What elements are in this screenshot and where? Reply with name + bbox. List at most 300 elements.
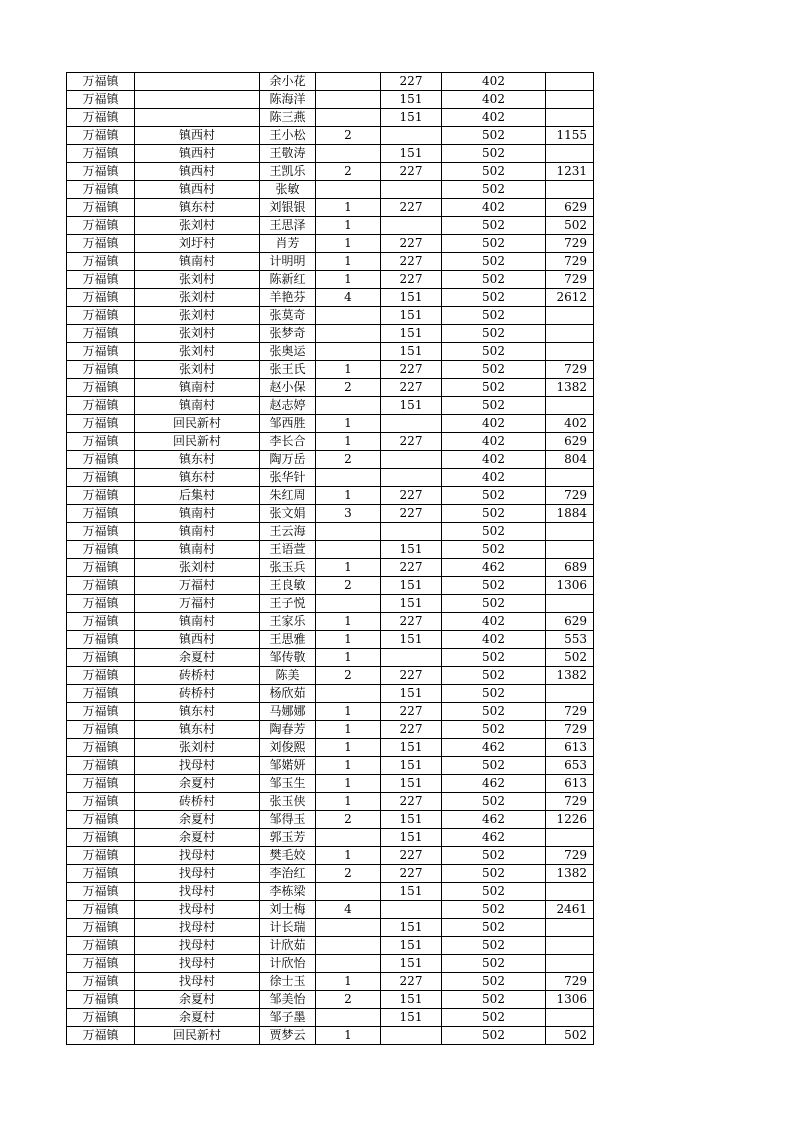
amount-a-cell: 227 <box>381 505 442 523</box>
village-cell: 张刘村 <box>135 361 260 379</box>
amount-a-cell: 151 <box>381 685 442 703</box>
total-cell: 553 <box>546 631 594 649</box>
amount-a-cell <box>381 127 442 145</box>
name-cell: 徐士玉 <box>260 973 316 991</box>
total-cell: 402 <box>546 415 594 433</box>
town-cell: 万福镇 <box>67 109 135 127</box>
amount-a-cell: 227 <box>381 253 442 271</box>
name-cell: 邹玉生 <box>260 775 316 793</box>
table-row <box>67 811 594 829</box>
count-cell <box>316 307 381 325</box>
data-table <box>66 72 594 1045</box>
name-cell: 陈新红 <box>260 271 316 289</box>
town-cell: 万福镇 <box>67 793 135 811</box>
village-cell: 镇西村 <box>135 145 260 163</box>
amount-a-cell: 151 <box>381 631 442 649</box>
count-cell: 1 <box>316 793 381 811</box>
count-cell: 1 <box>316 361 381 379</box>
name-cell: 张奥运 <box>260 343 316 361</box>
amount-b-cell: 502 <box>442 325 546 343</box>
village-cell: 镇东村 <box>135 469 260 487</box>
amount-b-cell: 502 <box>442 649 546 667</box>
total-cell: 689 <box>546 559 594 577</box>
total-cell: 502 <box>546 1027 594 1045</box>
amount-b-cell: 502 <box>442 505 546 523</box>
name-cell: 张敏 <box>260 181 316 199</box>
total-cell: 729 <box>546 487 594 505</box>
total-cell: 2612 <box>546 289 594 307</box>
total-cell: 1382 <box>546 865 594 883</box>
table-row <box>67 937 594 955</box>
name-cell: 王思泽 <box>260 217 316 235</box>
table-row <box>67 775 594 793</box>
name-cell: 张莫奇 <box>260 307 316 325</box>
table-row <box>67 379 594 397</box>
town-cell: 万福镇 <box>67 955 135 973</box>
name-cell: 张王氏 <box>260 361 316 379</box>
village-cell: 找母村 <box>135 883 260 901</box>
village-cell: 镇东村 <box>135 451 260 469</box>
town-cell: 万福镇 <box>67 379 135 397</box>
town-cell: 万福镇 <box>67 811 135 829</box>
amount-a-cell: 151 <box>381 1009 442 1027</box>
amount-a-cell: 227 <box>381 703 442 721</box>
town-cell: 万福镇 <box>67 595 135 613</box>
total-cell: 729 <box>546 253 594 271</box>
name-cell: 邹美怡 <box>260 991 316 1009</box>
total-cell: 1231 <box>546 163 594 181</box>
total-cell <box>546 685 594 703</box>
name-cell: 计欣茹 <box>260 937 316 955</box>
village-cell: 张刘村 <box>135 307 260 325</box>
village-cell: 找母村 <box>135 955 260 973</box>
table-row <box>67 433 594 451</box>
amount-a-cell: 151 <box>381 757 442 775</box>
town-cell: 万福镇 <box>67 559 135 577</box>
total-cell <box>546 919 594 937</box>
total-cell <box>546 1009 594 1027</box>
count-cell: 1 <box>316 775 381 793</box>
amount-b-cell: 502 <box>442 235 546 253</box>
village-cell: 刘圩村 <box>135 235 260 253</box>
town-cell: 万福镇 <box>67 127 135 145</box>
amount-b-cell: 502 <box>442 307 546 325</box>
table-row <box>67 721 594 739</box>
village-cell: 找母村 <box>135 973 260 991</box>
amount-a-cell: 227 <box>381 721 442 739</box>
name-cell: 邹婼妍 <box>260 757 316 775</box>
total-cell <box>546 523 594 541</box>
count-cell <box>316 541 381 559</box>
table-row <box>67 307 594 325</box>
amount-b-cell: 502 <box>442 163 546 181</box>
name-cell: 王语萱 <box>260 541 316 559</box>
total-cell: 613 <box>546 739 594 757</box>
total-cell: 729 <box>546 973 594 991</box>
table-row <box>67 91 594 109</box>
amount-b-cell: 462 <box>442 559 546 577</box>
village-cell: 张刘村 <box>135 343 260 361</box>
table-row <box>67 631 594 649</box>
village-cell: 镇南村 <box>135 523 260 541</box>
total-cell: 1306 <box>546 577 594 595</box>
table-row <box>67 559 594 577</box>
count-cell <box>316 919 381 937</box>
amount-a-cell <box>381 901 442 919</box>
count-cell: 2 <box>316 577 381 595</box>
village-cell: 找母村 <box>135 901 260 919</box>
count-cell: 4 <box>316 289 381 307</box>
village-cell: 余夏村 <box>135 991 260 1009</box>
count-cell: 2 <box>316 451 381 469</box>
table-row <box>67 271 594 289</box>
amount-b-cell: 502 <box>442 217 546 235</box>
total-cell <box>546 109 594 127</box>
total-cell <box>546 73 594 91</box>
total-cell <box>546 541 594 559</box>
village-cell: 张刘村 <box>135 289 260 307</box>
town-cell: 万福镇 <box>67 577 135 595</box>
village-cell: 镇南村 <box>135 379 260 397</box>
name-cell: 邹传敬 <box>260 649 316 667</box>
count-cell <box>316 73 381 91</box>
amount-b-cell: 502 <box>442 919 546 937</box>
village-cell: 张刘村 <box>135 217 260 235</box>
town-cell: 万福镇 <box>67 1027 135 1045</box>
amount-b-cell: 502 <box>442 793 546 811</box>
town-cell: 万福镇 <box>67 775 135 793</box>
total-cell: 613 <box>546 775 594 793</box>
count-cell: 1 <box>316 487 381 505</box>
count-cell: 1 <box>316 613 381 631</box>
name-cell: 王家乐 <box>260 613 316 631</box>
village-cell: 张刘村 <box>135 559 260 577</box>
name-cell: 计欣怡 <box>260 955 316 973</box>
village-cell: 张刘村 <box>135 271 260 289</box>
town-cell: 万福镇 <box>67 865 135 883</box>
town-cell: 万福镇 <box>67 937 135 955</box>
total-cell: 729 <box>546 721 594 739</box>
total-cell: 653 <box>546 757 594 775</box>
count-cell: 1 <box>316 253 381 271</box>
town-cell: 万福镇 <box>67 73 135 91</box>
count-cell: 1 <box>316 559 381 577</box>
count-cell: 1 <box>316 199 381 217</box>
amount-a-cell: 151 <box>381 811 442 829</box>
amount-a-cell <box>381 415 442 433</box>
name-cell: 马娜娜 <box>260 703 316 721</box>
amount-a-cell: 151 <box>381 109 442 127</box>
amount-b-cell: 502 <box>442 379 546 397</box>
table-body <box>67 73 594 1045</box>
amount-a-cell: 151 <box>381 397 442 415</box>
amount-a-cell: 227 <box>381 487 442 505</box>
village-cell: 找母村 <box>135 937 260 955</box>
total-cell: 629 <box>546 613 594 631</box>
amount-a-cell: 151 <box>381 325 442 343</box>
amount-b-cell: 502 <box>442 883 546 901</box>
town-cell: 万福镇 <box>67 325 135 343</box>
town-cell: 万福镇 <box>67 451 135 469</box>
table-row <box>67 127 594 145</box>
total-cell: 502 <box>546 649 594 667</box>
town-cell: 万福镇 <box>67 847 135 865</box>
amount-b-cell: 502 <box>442 127 546 145</box>
name-cell: 李栋梁 <box>260 883 316 901</box>
count-cell: 3 <box>316 505 381 523</box>
total-cell <box>546 307 594 325</box>
name-cell: 樊毛姣 <box>260 847 316 865</box>
table-row <box>67 991 594 1009</box>
name-cell: 王良敏 <box>260 577 316 595</box>
town-cell: 万福镇 <box>67 145 135 163</box>
count-cell: 2 <box>316 667 381 685</box>
amount-a-cell: 227 <box>381 199 442 217</box>
village-cell: 张刘村 <box>135 739 260 757</box>
count-cell <box>316 685 381 703</box>
amount-b-cell: 502 <box>442 595 546 613</box>
total-cell: 1382 <box>546 667 594 685</box>
total-cell <box>546 145 594 163</box>
count-cell <box>316 469 381 487</box>
town-cell: 万福镇 <box>67 613 135 631</box>
total-cell: 729 <box>546 703 594 721</box>
town-cell: 万福镇 <box>67 883 135 901</box>
count-cell: 1 <box>316 235 381 253</box>
amount-a-cell: 151 <box>381 577 442 595</box>
total-cell: 1226 <box>546 811 594 829</box>
amount-a-cell: 151 <box>381 955 442 973</box>
name-cell: 陶春芳 <box>260 721 316 739</box>
total-cell: 629 <box>546 433 594 451</box>
amount-a-cell: 151 <box>381 937 442 955</box>
total-cell <box>546 343 594 361</box>
name-cell: 王思雅 <box>260 631 316 649</box>
table-row <box>67 541 594 559</box>
town-cell: 万福镇 <box>67 199 135 217</box>
amount-a-cell: 151 <box>381 829 442 847</box>
count-cell <box>316 955 381 973</box>
table-row <box>67 361 594 379</box>
town-cell: 万福镇 <box>67 703 135 721</box>
amount-a-cell: 227 <box>381 271 442 289</box>
village-cell: 万福村 <box>135 577 260 595</box>
amount-b-cell: 502 <box>442 361 546 379</box>
name-cell: 刘俊熙 <box>260 739 316 757</box>
town-cell: 万福镇 <box>67 685 135 703</box>
amount-b-cell: 502 <box>442 955 546 973</box>
name-cell: 王凯乐 <box>260 163 316 181</box>
village-cell: 找母村 <box>135 919 260 937</box>
table-row <box>67 343 594 361</box>
town-cell: 万福镇 <box>67 235 135 253</box>
table-row <box>67 199 594 217</box>
town-cell: 万福镇 <box>67 91 135 109</box>
village-cell: 万福村 <box>135 595 260 613</box>
table-row <box>67 667 594 685</box>
amount-a-cell: 227 <box>381 847 442 865</box>
table-row <box>67 415 594 433</box>
amount-b-cell: 502 <box>442 865 546 883</box>
town-cell: 万福镇 <box>67 253 135 271</box>
town-cell: 万福镇 <box>67 721 135 739</box>
count-cell: 2 <box>316 127 381 145</box>
village-cell: 镇西村 <box>135 631 260 649</box>
total-cell: 729 <box>546 271 594 289</box>
amount-a-cell: 151 <box>381 541 442 559</box>
town-cell: 万福镇 <box>67 433 135 451</box>
town-cell: 万福镇 <box>67 469 135 487</box>
amount-b-cell: 502 <box>442 253 546 271</box>
amount-b-cell: 402 <box>442 433 546 451</box>
total-cell: 629 <box>546 199 594 217</box>
village-cell: 余夏村 <box>135 829 260 847</box>
total-cell <box>546 937 594 955</box>
amount-b-cell: 402 <box>442 613 546 631</box>
town-cell: 万福镇 <box>67 901 135 919</box>
count-cell: 1 <box>316 1027 381 1045</box>
village-cell: 后集村 <box>135 487 260 505</box>
table-row <box>67 235 594 253</box>
table-row <box>67 73 594 91</box>
table-row <box>67 109 594 127</box>
count-cell: 1 <box>316 649 381 667</box>
total-cell <box>546 955 594 973</box>
amount-b-cell: 502 <box>442 901 546 919</box>
amount-a-cell: 151 <box>381 991 442 1009</box>
amount-b-cell: 502 <box>442 667 546 685</box>
town-cell: 万福镇 <box>67 739 135 757</box>
count-cell: 1 <box>316 271 381 289</box>
table-row <box>67 487 594 505</box>
town-cell: 万福镇 <box>67 217 135 235</box>
name-cell: 计长瑞 <box>260 919 316 937</box>
name-cell: 王小松 <box>260 127 316 145</box>
count-cell <box>316 523 381 541</box>
total-cell: 729 <box>546 235 594 253</box>
amount-b-cell: 502 <box>442 703 546 721</box>
table-row <box>67 217 594 235</box>
amount-a-cell: 151 <box>381 883 442 901</box>
count-cell: 2 <box>316 379 381 397</box>
amount-b-cell: 402 <box>442 91 546 109</box>
name-cell: 李治红 <box>260 865 316 883</box>
table-row <box>67 955 594 973</box>
amount-b-cell: 502 <box>442 487 546 505</box>
amount-a-cell <box>381 217 442 235</box>
name-cell: 朱红周 <box>260 487 316 505</box>
town-cell: 万福镇 <box>67 361 135 379</box>
total-cell: 1155 <box>546 127 594 145</box>
amount-a-cell: 151 <box>381 91 442 109</box>
count-cell <box>316 829 381 847</box>
table-row <box>67 847 594 865</box>
amount-b-cell: 502 <box>442 541 546 559</box>
name-cell: 邹子墨 <box>260 1009 316 1027</box>
count-cell: 2 <box>316 811 381 829</box>
amount-b-cell: 402 <box>442 199 546 217</box>
village-cell: 镇南村 <box>135 397 260 415</box>
amount-b-cell: 502 <box>442 1009 546 1027</box>
count-cell <box>316 397 381 415</box>
village-cell: 镇南村 <box>135 253 260 271</box>
amount-b-cell: 502 <box>442 181 546 199</box>
amount-a-cell: 151 <box>381 595 442 613</box>
table-row <box>67 757 594 775</box>
town-cell: 万福镇 <box>67 505 135 523</box>
amount-a-cell: 227 <box>381 667 442 685</box>
amount-b-cell: 502 <box>442 721 546 739</box>
amount-a-cell: 227 <box>381 379 442 397</box>
amount-a-cell: 227 <box>381 163 442 181</box>
total-cell: 729 <box>546 793 594 811</box>
town-cell: 万福镇 <box>67 397 135 415</box>
total-cell <box>546 397 594 415</box>
count-cell <box>316 595 381 613</box>
town-cell: 万福镇 <box>67 181 135 199</box>
total-cell: 804 <box>546 451 594 469</box>
table-row <box>67 253 594 271</box>
table-row <box>67 181 594 199</box>
count-cell: 2 <box>316 865 381 883</box>
count-cell: 4 <box>316 901 381 919</box>
table-row <box>67 451 594 469</box>
amount-b-cell: 502 <box>442 937 546 955</box>
name-cell: 贾梦云 <box>260 1027 316 1045</box>
town-cell: 万福镇 <box>67 163 135 181</box>
count-cell <box>316 883 381 901</box>
count-cell <box>316 343 381 361</box>
town-cell: 万福镇 <box>67 271 135 289</box>
table-row <box>67 505 594 523</box>
village-cell: 砖桥村 <box>135 793 260 811</box>
town-cell: 万福镇 <box>67 991 135 1009</box>
town-cell: 万福镇 <box>67 649 135 667</box>
table-row <box>67 703 594 721</box>
name-cell: 羊艳芬 <box>260 289 316 307</box>
total-cell <box>546 829 594 847</box>
count-cell <box>316 145 381 163</box>
total-cell <box>546 181 594 199</box>
count-cell: 2 <box>316 991 381 1009</box>
amount-a-cell: 227 <box>381 865 442 883</box>
amount-b-cell: 402 <box>442 415 546 433</box>
village-cell: 找母村 <box>135 757 260 775</box>
name-cell: 刘士梅 <box>260 901 316 919</box>
amount-a-cell: 227 <box>381 433 442 451</box>
amount-a-cell <box>381 649 442 667</box>
town-cell: 万福镇 <box>67 523 135 541</box>
name-cell: 郭玉芳 <box>260 829 316 847</box>
amount-b-cell: 502 <box>442 289 546 307</box>
count-cell: 1 <box>316 433 381 451</box>
table-row <box>67 829 594 847</box>
name-cell: 邹得玉 <box>260 811 316 829</box>
amount-a-cell: 227 <box>381 559 442 577</box>
village-cell <box>135 109 260 127</box>
amount-a-cell: 151 <box>381 775 442 793</box>
town-cell: 万福镇 <box>67 415 135 433</box>
village-cell: 镇南村 <box>135 541 260 559</box>
name-cell: 刘银银 <box>260 199 316 217</box>
village-cell: 镇南村 <box>135 505 260 523</box>
table-row <box>67 1009 594 1027</box>
name-cell: 陈海洋 <box>260 91 316 109</box>
count-cell <box>316 1009 381 1027</box>
name-cell: 张华针 <box>260 469 316 487</box>
table-row <box>67 145 594 163</box>
village-cell: 余夏村 <box>135 1009 260 1027</box>
